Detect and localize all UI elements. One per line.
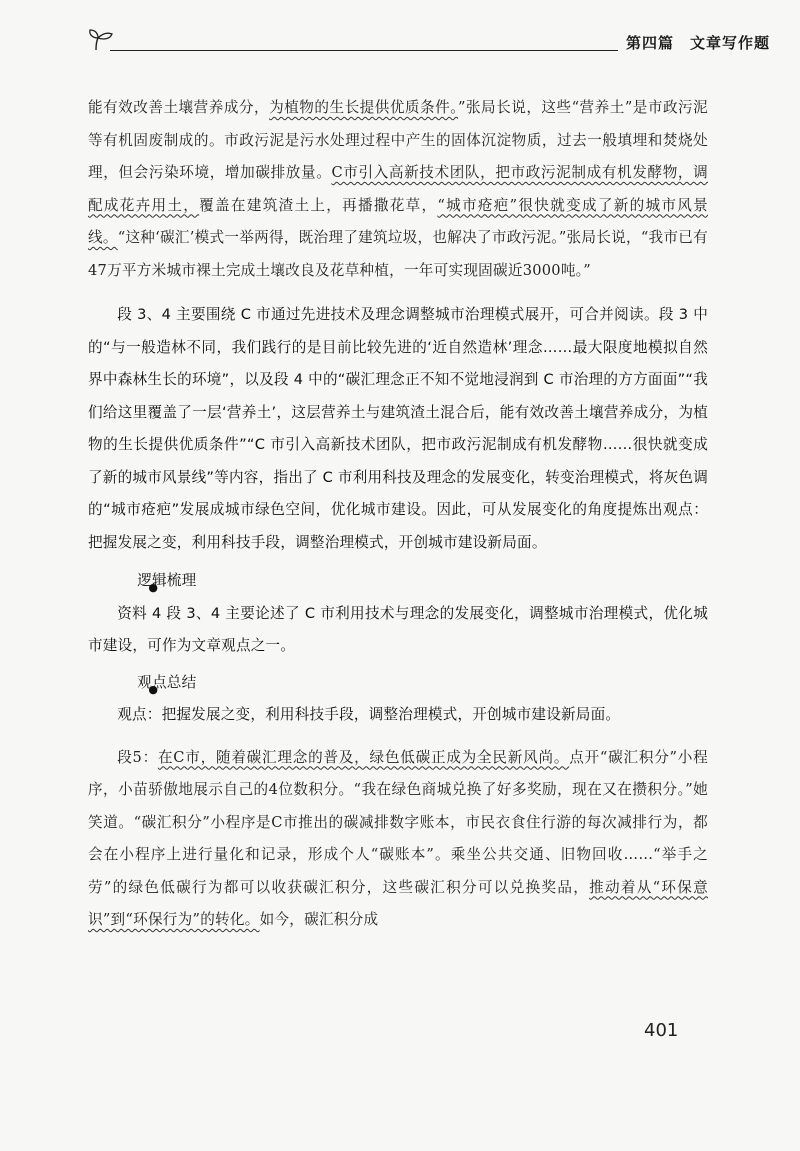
- section-title: 第四篇 文章写作题: [626, 34, 771, 52]
- page-header: [88, 28, 771, 58]
- excerpt-text: 覆盖在建筑渣土上，再播撒花草，: [199, 196, 438, 214]
- heading-logic-review: [88, 565, 708, 598]
- viewpoint-paragraph: 观点：把握发展之变，利用科技手段，调整治理模式，开创城市建设新局面。: [117, 706, 621, 723]
- underlined-phrase: “城市疮疤”很快就变成了新的城市风景线。: [88, 196, 708, 246]
- header-rule: [110, 50, 618, 51]
- underlined-phrase: 推动着从“环保意识”到“环保行为”的转化。: [88, 878, 708, 928]
- excerpt-text: 段5：: [117, 748, 158, 766]
- underlined-phrase: C市引入高新技术团队，把市政污泥制成有机发酵物，调配成花卉用土，: [88, 164, 708, 214]
- bullet-heading: ● 逻辑梳理: [117, 572, 196, 589]
- underlined-phrase: 为植物的生长提供优质条件。: [269, 99, 458, 116]
- page-number: 401: [644, 1020, 679, 1041]
- excerpt-text: “这种‘碳汇’模式一举两得，既治理了建筑垃圾，也解决了市政污泥。”张局长说，“我市已有47万平方米城市裸土完成土壤改良及花草种植，一年可实现固碳近3000吨。”: [88, 229, 708, 279]
- excerpt-text: 如今，碳汇积分成: [259, 911, 379, 928]
- excerpt-text: 点开“碳汇积分”小程序，小苗骄傲地展示自己的4位数积分。“我在绿色商城兑换了好多奖励，现在又在攒积分。”她笑道。“碳汇积分”小程序是C市推出的碳减排数字账本，市民衣食住行游的每次减排行为，都会在小程序上进行量化和记录，形成个人“碳账本”。乘坐公共交通、旧物回收……“举手之劳”的绿色低碳行为都可以收获碳汇积分，这些碳汇积分可以兑换奖品，: [88, 748, 708, 896]
- excerpt-paragraph-continued: [88, 92, 708, 287]
- logic-review-paragraph: 资料 4 段 3、4 主要论述了 C 市利用技术与理念的发展变化，调整城市治理模式，优化城市建设，可作为文章观点之一。: [88, 604, 708, 654]
- page-content: [88, 92, 708, 937]
- sprout-icon: [88, 28, 116, 52]
- underlined-phrase: 在C市，随着碳汇理念的普及，绿色低碳正成为全民新风尚。: [157, 748, 570, 766]
- bullet-heading: ● 观点总结: [117, 674, 196, 691]
- excerpt-text: ”张局长说，这些“营养土”是市政污泥等有机固废制成的。市政污泥是污水处理过程中产生的固体沉淀物质，过去一般填埋和焚烧处理，但会污染环境，增加碳排放量。: [88, 99, 708, 181]
- heading-viewpoint-summary: [88, 667, 708, 700]
- analysis-paragraph: 段 3、4 主要围绕 C 市通过先进技术及理念调整城市治理模式展开，可合并阅读。段 3 中的“与一般造林不同，我们践行的是目前比较先进的‘近自然造林’理念……最大限度地模拟自然界中森林生长的环境”，以及段 4 中的“碳汇理念正不知不觉地浸润到 C 市治理的方方面面”“我们给这里覆盖了一层‘营养土’，这层营养土与建筑渣土混合后，能有效改善土壤营养成分，为植物的生长提供优质条件”“C 市引入高新技术团队，把市政污泥制成有机发酵物……很快就变成了新的城市风景线”等内容，指出了 C 市利用科技及理念的发展变化，转变治理模式，将灰色调的“城市疮疤”发展成城市绿色空间，优化城市建设。因此，可从发展变化的角度提炼出观点：把握发展之变，利用科技手段，调整治理模式，开创城市建设新局面。: [88, 306, 708, 551]
- excerpt-text: 能有效改善土壤营养成分，: [88, 99, 270, 116]
- excerpt-paragraph-5: [88, 742, 708, 937]
